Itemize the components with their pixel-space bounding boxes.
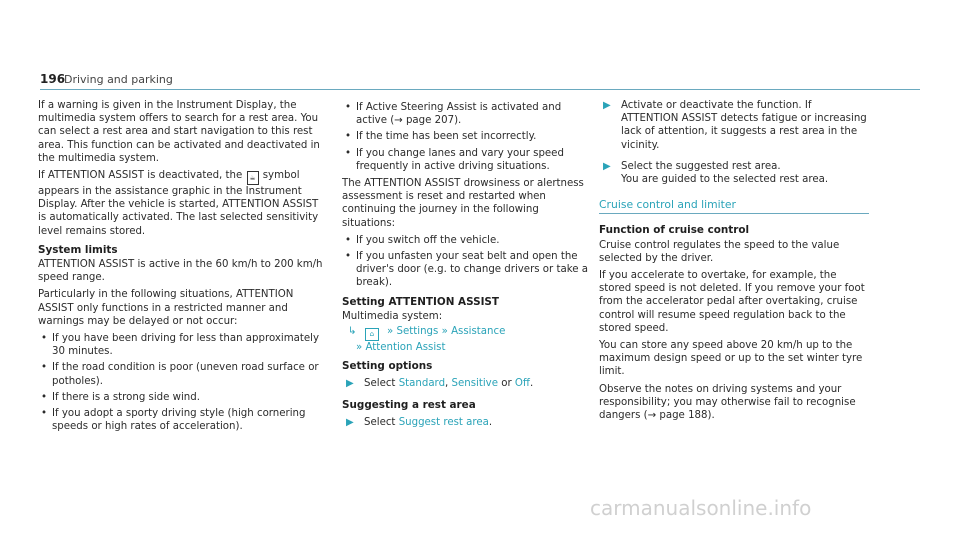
list-item: • If there is a strong side wind. — [38, 391, 328, 404]
paragraph: The ATTENTION ASSIST drowsiness or alertness assessment is reset and restarted when continuing the journey in the following situations: — [342, 178, 584, 229]
attention-assist-icon: ☕ — [247, 171, 259, 185]
bullet-list — [342, 234, 592, 290]
page-header — [40, 72, 920, 90]
list-item: • If you switch off the vehicle. — [342, 234, 592, 247]
path-settings[interactable]: Settings — [396, 326, 439, 338]
step-arrow-icon: ▶ — [603, 100, 611, 111]
step-activate: ▶ Activate or deactivate the function. If ATTENTION ASSIST detects fatigue or increasing lack of attention, it suggests a rest area in the vicinity. — [603, 100, 867, 151]
paragraph: Particularly in the following situations, ATTENTION ASSIST only functions in a restricted manner and warnings may be delayed or not occur: — [38, 289, 294, 327]
path-sep-icon: » — [441, 326, 448, 338]
option-off[interactable]: Off — [514, 378, 530, 390]
bullet-list — [38, 332, 328, 433]
list-item: • If you change lanes and vary your speed frequently in active driving situations. — [342, 147, 592, 173]
path-sep-icon: » — [356, 342, 363, 354]
paragraph: You can store any speed above 20 km/h up to the maximum design speed or up to the set winter tyre limit. — [599, 340, 863, 378]
section-title: Driving and parking — [64, 73, 173, 86]
option-standard[interactable]: Standard — [398, 378, 446, 390]
step-suggest-rest-area: ▶ Select Suggest rest area. — [346, 416, 493, 428]
multimedia-label: Multimedia system: — [342, 310, 443, 322]
paragraph: Cruise control regulates the speed to the value selected by the driver. — [599, 239, 840, 264]
column-middle — [342, 99, 592, 437]
paragraph: If you accelerate to overtake, for example, the stored speed is not deleted. If you remove your foot from the accelerator pedal after overtaking, cruise control will resume speed regulation back to the stored speed. — [599, 270, 865, 334]
menu-path — [342, 325, 592, 354]
home-icon[interactable]: ⌂ — [365, 328, 379, 341]
step-arrow-icon: ▶ — [346, 416, 354, 428]
step-arrow-icon: ▶ — [346, 378, 354, 390]
list-item: • If Active Steering Assist is activated and active (→ page 207). — [342, 101, 592, 127]
section-heading-cruise-control: Cruise control and limiter — [599, 198, 869, 214]
paragraph: Observe the notes on driving systems and your responsibility; you may otherwise fail to recognise dangers (→ page 188). — [599, 383, 856, 422]
column-right — [599, 99, 869, 426]
bullet-list — [342, 101, 592, 173]
list-item: • If you have been driving for less than approximately 30 minutes. — [38, 332, 328, 358]
watermark: carmanualsonline.info — [590, 496, 812, 520]
step-select-option: ▶ Select Standard, Sensitive or Off. — [346, 378, 534, 390]
path-sep-icon: » — [387, 326, 394, 338]
step-arrow-icon: ▶ — [603, 160, 611, 172]
paragraph: ATTENTION ASSIST is active in the 60 km/h to 200 km/h speed range. — [38, 259, 323, 284]
list-item: • If you adopt a sporty driving style (high cornering speeds or high rates of acceleration). — [38, 407, 328, 433]
list-item: • If you unfasten your seat belt and open the driver's door (e.g. to change drivers or take a break). — [342, 250, 592, 290]
list-item: • If the road condition is poor (uneven road surface or potholes). — [38, 361, 328, 387]
path-attention-assist[interactable]: Attention Assist — [365, 342, 446, 354]
heading-system-limits: System limits — [38, 243, 118, 256]
paragraph: If a warning is given in the Instrument Display, the multimedia system offers to search for a rest area. You can select a rest area and start navigation to this rest area. This function can be activated and deactivated in the multimedia system. — [38, 100, 320, 164]
option-sensitive[interactable]: Sensitive — [451, 378, 498, 390]
heading-function-cruise-control: Function of cruise control — [599, 224, 750, 237]
path-assistance[interactable]: Assistance — [451, 326, 506, 338]
column-left — [38, 99, 328, 437]
step-select-rest-area: ▶ Select the suggested rest area. You are guided to the selected rest area. — [603, 160, 829, 186]
header-rule — [40, 89, 920, 90]
suggest-rest-area-link[interactable]: Suggest rest area — [398, 416, 489, 428]
heading-suggesting-rest-area: Suggesting a rest area — [342, 398, 476, 411]
heading-setting-attention-assist: Setting ATTENTION ASSIST — [342, 295, 500, 308]
page-number: 196 — [40, 72, 66, 86]
paragraph: If ATTENTION ASSIST is deactivated, the ☕ symbol appears in the assistance graphic in the Instrument Display. After the vehicle is started, ATTENTION ASSIST is automatically activated. The last selected sensitivity level remains stored. — [38, 170, 319, 237]
heading-setting-options: Setting options — [342, 360, 433, 373]
path-arrow-icon: ↳ — [348, 326, 357, 338]
list-item: • If the time has been set incorrectly. — [342, 130, 592, 143]
